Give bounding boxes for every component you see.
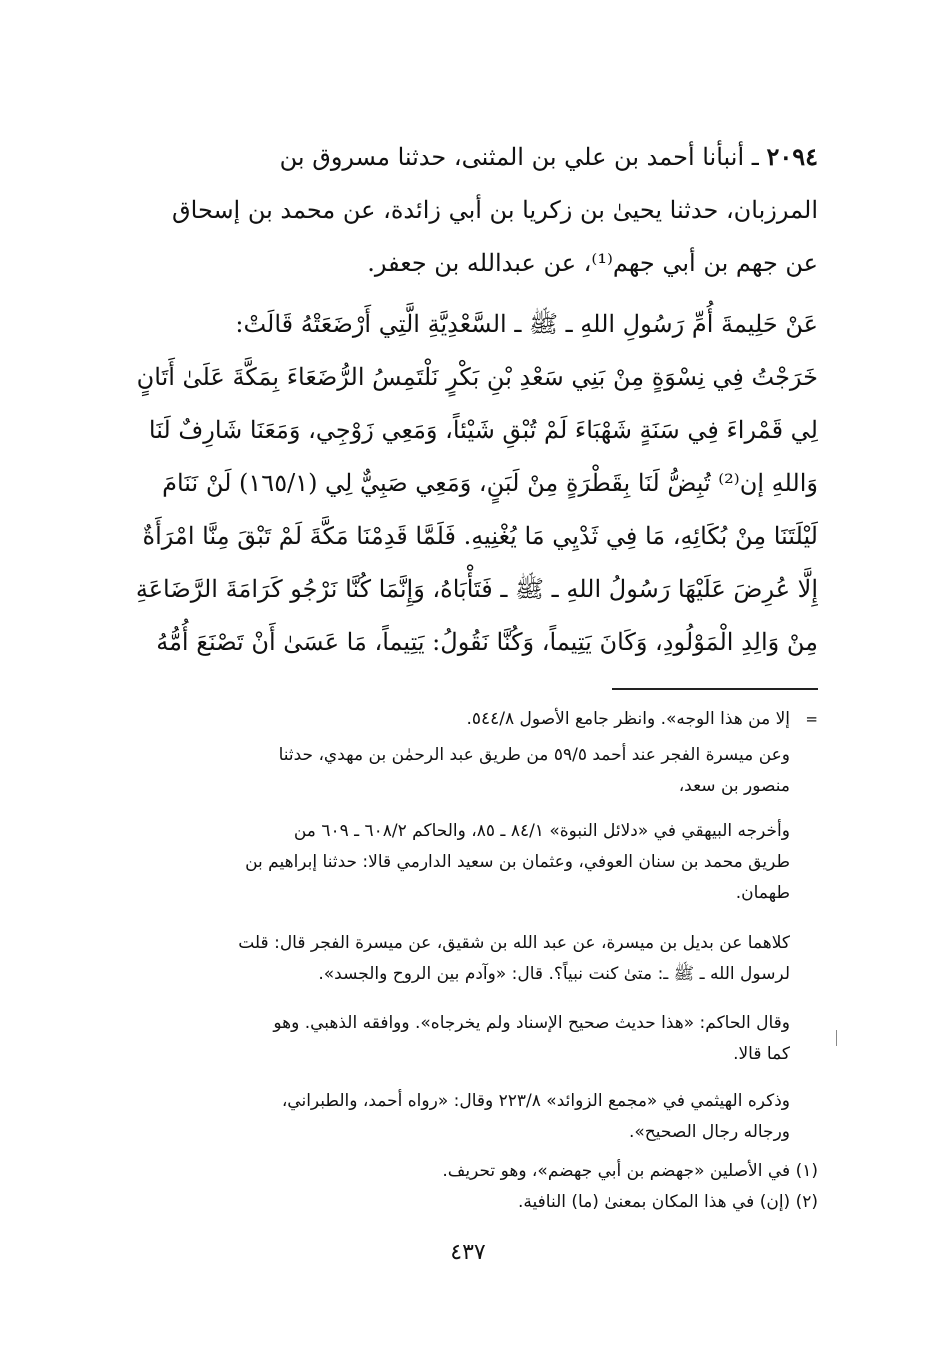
matn-line: مِنْ وَالِدِ الْمَوْلُودِ، وَكَانَ يَتِيماً، وَكُنَّا نَقُولُ: يَتِيماً، مَا عَسَىٰ أَنْ تَصْنَعَ أُمُّهُ (156, 628, 818, 656)
isnad-line: عن جهم بن أبي جهم⁽¹⁾، عن عبدالله بن جعفر. (367, 249, 818, 277)
matn-line: عَنْ حَلِيمةَ أُمِّ رَسُولِ اللهِ ـ ﷺ ـ السَّعْدِيَّةِ الَّتِي أَرْضَعَتْهُ قَالَتْ: (235, 310, 818, 338)
footnote-continuation: = إلا من هذا الوجه». وانظر جامع الأصول ٥٤٤/٨. (100, 704, 818, 735)
matn-line: إِلَّا عُرِضَ عَلَيْهَا رَسُولُ اللهِ ـ ﷺ ـ فَتَأْبَاهُ، وَإِنَّمَا كُنَّا نَرْجُو كَرَامَةَ الرَّضَاعَةِ (135, 575, 818, 603)
footnote-paragraph: وأخرجه البيهقي في «دلائل النبوة» ٨٤/١ ـ ٨٥، والحاكم ٦٠٨/٢ ـ ٦٠٩ من طريق محمد بن سنان العوفي، وعثمان بن سعيد الدارمي قالا: حدثنا إبراهيم بن طهمان. (245, 821, 790, 903)
footnote-note (100, 1156, 818, 1218)
footnote-divider (612, 688, 818, 690)
isnad-line: ٢٠٩٤ ـ أنبأنا أحمد بن علي بن المثنى، حدثنا مسروق بن (279, 142, 818, 171)
matn-line: وَاللهِ إن⁽²⁾ تُبِضُّ لَنَا بِقَطْرَةٍ مِنْ لَبَنٍ، وَمَعِي صَبِيٌّ لِي (١٦٥/١) لَنْ نَنَامَ (162, 469, 818, 497)
matn-line: لِي قَمْراءَ فِي سَنَةٍ شَهْبَاءَ لَمْ تُبْقِ شَيْئاً، وَمَعِي زَوْجِي، وَمَعَنَا شَارِفٌ لَنَا (148, 416, 818, 444)
continuation-mark: = (805, 710, 818, 728)
footnote-paragraph: كلاهما عن بديل بن ميسرة، عن عبد الله بن شقيق، عن ميسرة الفجر قال: قلت لرسول الله ـ ﷺ ـ: متىٰ كنت نبياً؟. قال: «وآدم بين الروح والجسد». (238, 933, 790, 984)
footnote-paragraph: وعن ميسرة الفجر عند أحمد ٥٩/٥ من طريق عبد الرحمٰن بن مهدي، حدثنا منصور بن سعد، (278, 745, 790, 796)
hadith-number: ٢٠٩٤ (766, 142, 818, 171)
footnote-paragraph: وذكره الهيثمي في «مجمع الزوائد» ٢٢٣/٨ وقال: «رواه أحمد، والطبراني، ورجاله رجال الصحيح». (281, 1091, 790, 1142)
page-number: ٤٣٧ (450, 1240, 486, 1265)
matn-line: لَيْلَتَنَا مِنْ بُكَائِهِ، مَا فِي ثَدْيِي مَا يُغْنِيهِ. فَلَمَّا قَدِمْنَا مَكَّةَ لَمْ تَبْقَ مِنَّا امْرَأَةٌ (142, 522, 818, 550)
hadith-isnad (100, 130, 818, 290)
margin-mark (836, 1030, 837, 1046)
matn-line: خَرَجْتُ فِي نِسْوَةٍ مِنْ بَنِي سَعْدِ بْنِ بَكْرٍ نَلْتَمِسُ الرُّضَعَاءَ بِمَكَّةَ عَلَىٰ أَتَانٍ (136, 363, 818, 391)
isnad-line: المرزبان، حدثنا يحيىٰ بن زكريا بن أبي زائدة، عن محمد بن إسحاق (172, 196, 818, 224)
footnote-paragraph: وقال الحاكم: «هذا حديث صحيح الإسناد ولم يخرجاه». ووافقه الذهبي. وهو كما قالا. (273, 1013, 790, 1064)
footnote-2: (٢) (إن) في هذا المكان بمعنىٰ (ما) النافية. (518, 1192, 818, 1212)
footnote-1: (١) في الأصلين «جهضم بن أبي جهضم»، وهو تحريف. (442, 1161, 818, 1181)
hadith-matn (100, 298, 818, 669)
